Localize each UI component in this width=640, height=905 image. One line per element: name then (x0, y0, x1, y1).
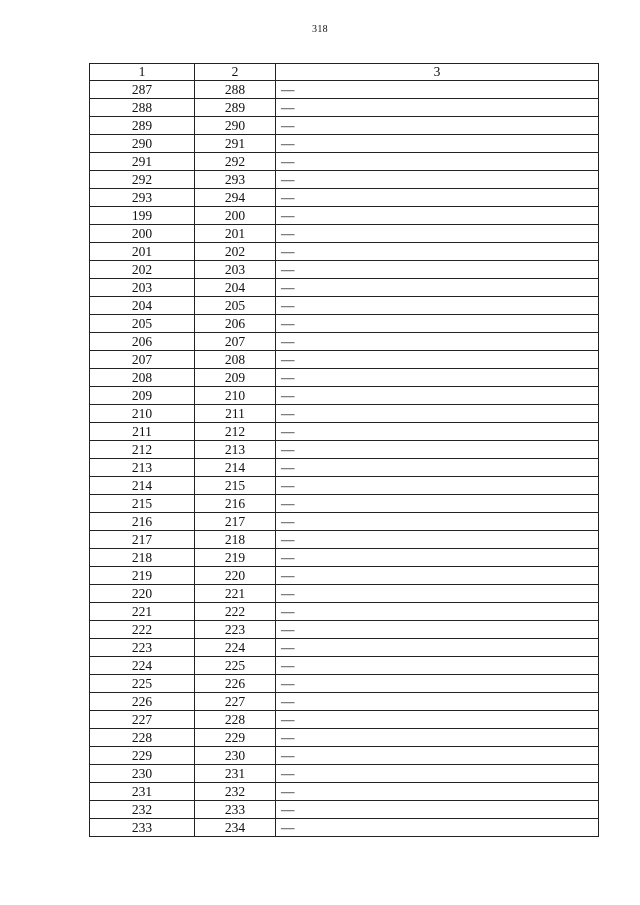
cell-col2: 211 (195, 405, 276, 423)
cell-col1: 223 (90, 639, 195, 657)
table-row (90, 117, 599, 135)
table-row (90, 639, 599, 657)
cell-col1: 211 (90, 423, 195, 441)
cell-col1: 207 (90, 351, 195, 369)
cell-col1: 230 (90, 765, 195, 783)
cell-col1: 229 (90, 747, 195, 765)
cell-col3: — (276, 135, 599, 153)
table-row (90, 459, 599, 477)
cell-col1: 231 (90, 783, 195, 801)
cell-col2: 230 (195, 747, 276, 765)
table-row (90, 747, 599, 765)
cell-col1: 224 (90, 657, 195, 675)
column-header-2: 2 (195, 64, 276, 81)
cell-col3: — (276, 783, 599, 801)
cell-col3: — (276, 207, 599, 225)
cell-col2: 218 (195, 531, 276, 549)
cell-col1: 228 (90, 729, 195, 747)
cell-col2: 213 (195, 441, 276, 459)
cell-col1: 217 (90, 531, 195, 549)
cell-col1: 199 (90, 207, 195, 225)
cell-col1: 288 (90, 99, 195, 117)
cell-col3: — (276, 513, 599, 531)
table-row (90, 765, 599, 783)
table-row (90, 513, 599, 531)
cell-col2: 291 (195, 135, 276, 153)
table-row (90, 783, 599, 801)
table-row (90, 657, 599, 675)
cell-col2: 233 (195, 801, 276, 819)
cell-col2: 210 (195, 387, 276, 405)
cell-col1: 219 (90, 567, 195, 585)
cell-col1: 210 (90, 405, 195, 423)
cell-col3: — (276, 621, 599, 639)
cell-col3: — (276, 567, 599, 585)
cell-col1: 293 (90, 189, 195, 207)
cell-col1: 222 (90, 621, 195, 639)
cell-col1: 216 (90, 513, 195, 531)
cell-col3: — (276, 81, 599, 99)
cell-col3: — (276, 297, 599, 315)
cell-col3: — (276, 441, 599, 459)
table-row (90, 279, 599, 297)
cell-col2: 219 (195, 549, 276, 567)
table-header (90, 64, 599, 81)
cell-col1: 292 (90, 171, 195, 189)
table-row (90, 99, 599, 117)
cell-col3: — (276, 603, 599, 621)
cell-col1: 214 (90, 477, 195, 495)
cell-col3: — (276, 351, 599, 369)
cell-col1: 200 (90, 225, 195, 243)
cell-col3: — (276, 315, 599, 333)
cell-col2: 229 (195, 729, 276, 747)
table-row (90, 153, 599, 171)
cell-col3: — (276, 387, 599, 405)
cell-col3: — (276, 657, 599, 675)
cell-col3: — (276, 99, 599, 117)
cell-col1: 215 (90, 495, 195, 513)
cell-col3: — (276, 459, 599, 477)
table-row (90, 495, 599, 513)
cell-col3: — (276, 765, 599, 783)
cell-col2: 231 (195, 765, 276, 783)
cell-col2: 293 (195, 171, 276, 189)
table-row (90, 171, 599, 189)
cell-col2: 226 (195, 675, 276, 693)
table-row (90, 369, 599, 387)
cell-col2: 228 (195, 711, 276, 729)
table-row (90, 603, 599, 621)
cell-col1: 201 (90, 243, 195, 261)
cell-col2: 208 (195, 351, 276, 369)
table-row (90, 333, 599, 351)
cell-col2: 220 (195, 567, 276, 585)
cell-col2: 221 (195, 585, 276, 603)
data-table (89, 63, 599, 837)
cell-col3: — (276, 369, 599, 387)
cell-col1: 209 (90, 387, 195, 405)
table-row (90, 819, 599, 837)
cell-col3: — (276, 189, 599, 207)
cell-col1: 213 (90, 459, 195, 477)
cell-col1: 227 (90, 711, 195, 729)
cell-col3: — (276, 279, 599, 297)
cell-col3: — (276, 747, 599, 765)
table-row (90, 189, 599, 207)
table-row (90, 207, 599, 225)
cell-col1: 208 (90, 369, 195, 387)
cell-col1: 206 (90, 333, 195, 351)
cell-col3: — (276, 153, 599, 171)
cell-col2: 232 (195, 783, 276, 801)
cell-col1: 205 (90, 315, 195, 333)
column-header-3: 3 (276, 64, 599, 81)
cell-col1: 218 (90, 549, 195, 567)
cell-col3: — (276, 585, 599, 603)
cell-col2: 209 (195, 369, 276, 387)
cell-col3: — (276, 531, 599, 549)
table-row (90, 81, 599, 99)
table-row (90, 621, 599, 639)
table-row (90, 693, 599, 711)
cell-col3: — (276, 549, 599, 567)
cell-col3: — (276, 693, 599, 711)
cell-col2: 215 (195, 477, 276, 495)
table-row (90, 351, 599, 369)
cell-col1: 232 (90, 801, 195, 819)
cell-col2: 212 (195, 423, 276, 441)
cell-col3: — (276, 261, 599, 279)
cell-col2: 227 (195, 693, 276, 711)
cell-col2: 234 (195, 819, 276, 837)
column-header-1: 1 (90, 64, 195, 81)
cell-col2: 202 (195, 243, 276, 261)
cell-col2: 223 (195, 621, 276, 639)
table-row (90, 729, 599, 747)
cell-col2: 224 (195, 639, 276, 657)
cell-col1: 225 (90, 675, 195, 693)
table-row (90, 315, 599, 333)
table-row (90, 675, 599, 693)
table-row (90, 477, 599, 495)
cell-col1: 203 (90, 279, 195, 297)
cell-col2: 289 (195, 99, 276, 117)
table-row (90, 711, 599, 729)
cell-col1: 291 (90, 153, 195, 171)
cell-col3: — (276, 729, 599, 747)
cell-col2: 201 (195, 225, 276, 243)
cell-col2: 216 (195, 495, 276, 513)
cell-col2: 292 (195, 153, 276, 171)
cell-col3: — (276, 819, 599, 837)
cell-col3: — (276, 225, 599, 243)
cell-col1: 226 (90, 693, 195, 711)
cell-col2: 294 (195, 189, 276, 207)
table-row (90, 585, 599, 603)
cell-col1: 287 (90, 81, 195, 99)
cell-col3: — (276, 477, 599, 495)
cell-col2: 205 (195, 297, 276, 315)
cell-col2: 290 (195, 117, 276, 135)
cell-col3: — (276, 171, 599, 189)
table-row (90, 297, 599, 315)
table-row (90, 549, 599, 567)
cell-col1: 289 (90, 117, 195, 135)
cell-col3: — (276, 675, 599, 693)
table-row (90, 423, 599, 441)
header-row (90, 64, 599, 81)
cell-col2: 217 (195, 513, 276, 531)
table-row (90, 531, 599, 549)
table-row (90, 441, 599, 459)
table-row (90, 135, 599, 153)
page-number: 318 (312, 24, 328, 35)
cell-col3: — (276, 711, 599, 729)
table-row (90, 405, 599, 423)
table-row (90, 801, 599, 819)
table-row (90, 567, 599, 585)
cell-col3: — (276, 423, 599, 441)
cell-col2: 214 (195, 459, 276, 477)
cell-col1: 204 (90, 297, 195, 315)
cell-col1: 202 (90, 261, 195, 279)
table-body (90, 81, 599, 837)
table-row (90, 261, 599, 279)
cell-col3: — (276, 639, 599, 657)
cell-col2: 203 (195, 261, 276, 279)
cell-col2: 206 (195, 315, 276, 333)
table-row (90, 243, 599, 261)
cell-col3: — (276, 801, 599, 819)
cell-col2: 204 (195, 279, 276, 297)
cell-col2: 222 (195, 603, 276, 621)
cell-col3: — (276, 117, 599, 135)
cell-col3: — (276, 405, 599, 423)
table-row (90, 225, 599, 243)
cell-col2: 225 (195, 657, 276, 675)
table-row (90, 387, 599, 405)
cell-col1: 233 (90, 819, 195, 837)
cell-col1: 220 (90, 585, 195, 603)
cell-col1: 290 (90, 135, 195, 153)
cell-col1: 212 (90, 441, 195, 459)
cell-col1: 221 (90, 603, 195, 621)
cell-col3: — (276, 243, 599, 261)
cell-col2: 288 (195, 81, 276, 99)
cell-col3: — (276, 495, 599, 513)
cell-col2: 200 (195, 207, 276, 225)
cell-col3: — (276, 333, 599, 351)
cell-col2: 207 (195, 333, 276, 351)
